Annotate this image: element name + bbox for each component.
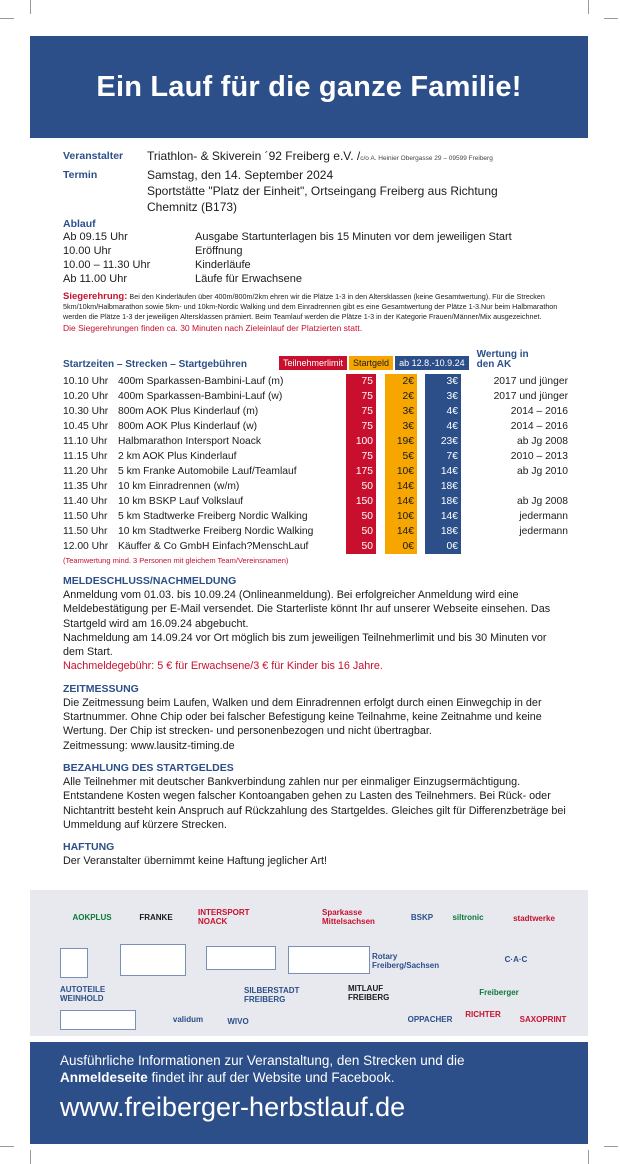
spacer: [417, 524, 425, 539]
spacer: [376, 509, 385, 524]
age-class: 2014 – 2016: [510, 421, 568, 432]
spacer: [376, 479, 385, 494]
start-fee: 5€: [385, 449, 417, 464]
zeitmessung-p1: Die Zeitmessung beim Laufen, Walken und dem Einradrennen erfolgt durch einen Einwegchip in der Startnummer. Ohne Chip oder bei falscher Befestigung keine Teilnahme, keine Zeitnahme und keine Wertung. Der Chip ist strecken- und personenbezogen und nicht übertragbar.: [63, 696, 542, 738]
start-fee: 14€: [385, 494, 417, 509]
age-class: 2017 und jünger: [493, 391, 568, 402]
table-row: [63, 524, 568, 539]
table-row: [63, 419, 568, 434]
page-title: Ein Lauf für die ganze Familie!: [96, 70, 522, 103]
race-name: 2 km AOK Plus Kinderlauf: [118, 451, 237, 462]
haftung-p1: Der Veranstalter übernimmt keine Haftung jeglicher Art!: [63, 855, 328, 868]
late-fee: 18€: [425, 524, 461, 539]
crop-mark: [30, 0, 31, 14]
spacer: [376, 374, 385, 389]
race-name: 800m AOK Plus Kinderlauf (m): [118, 406, 259, 417]
sponsor-logo-sparkasse: Sparkasse Mittelsachsen: [322, 908, 375, 926]
sponsor-logo-icon: [120, 944, 186, 976]
late-fee: 4€: [425, 419, 461, 434]
race-name: Käuffer & Co GmbH Einfach?MenschLauf: [118, 541, 309, 552]
flyer: [30, 18, 588, 1146]
siegerehrung-text: Siegerehrung: Bei den Kinderläufen über 400m/800m/2km ehren wir die Plätze 1-3 in den Altersklassen (keine Gesamtwertung). Für die Strecken 5km/10km/Halbmarathon sowie 5km- und 10km-Nordic Walking und dem Einradrennen gibt es eine Gesamtwertung der Plätze 1-3.Nur beim Halbmarathon werden die Plätze 1-3 der jeweiligen Altersklassen prämiert. Beim Teamlauf werden die Plätze 1-3 in der Kategorie Frauen/Männer/Mix ausgezeichnet.: [63, 291, 558, 321]
ablauf-schedule: [63, 230, 568, 286]
start-fee: 2€: [385, 389, 417, 404]
siegerehrung-label: Siegerehrung:: [63, 291, 128, 302]
start-time: 11.20 Uhr: [63, 466, 108, 477]
header-banner: [30, 36, 588, 138]
sponsor-logo-silberstadt: SILBERSTADT FREIBERG: [244, 986, 300, 1004]
schedule-text: Eröffnung: [195, 245, 243, 257]
sponsor-logo-oppacher: OPPACHER: [407, 1014, 453, 1024]
spacer: [417, 509, 425, 524]
race-name: 5 km Stadtwerke Freiberg Nordic Walking: [118, 511, 308, 522]
sponsor-logo-siltronic: siltronic: [452, 912, 484, 922]
participant-limit: 75: [346, 374, 376, 389]
late-fee: 4€: [425, 404, 461, 419]
age-class: ab Jg 2010: [517, 466, 568, 477]
start-fee: 3€: [385, 404, 417, 419]
race-name: 5 km Franke Automobile Lauf/Teamlauf: [118, 466, 297, 477]
veranstalter-address: c/o A. Heinier Obergasse 29 – 09599 Freiberg: [360, 155, 493, 162]
schedule-time: 10.00 – 11.30 Uhr: [63, 259, 151, 271]
ablauf-title: Ablauf: [63, 218, 96, 230]
termin-line: Sportstätte "Platz der Einheit", Ortseingang Freiberg aus Richtung: [147, 184, 498, 198]
startzeiten-header: [63, 344, 568, 370]
schedule-text: Läufe für Erwachsene: [195, 273, 303, 285]
crop-mark: [0, 18, 14, 19]
table-row: [63, 449, 568, 464]
race-name: 400m Sparkassen-Bambini-Lauf (w): [118, 391, 283, 402]
bezahlung-p1: Alle Teilnehmer mit deutscher Bankverbindung zahlen nur per einmaliger Einzugsermächtigung. Entstandene Kosten wegen falscher Kontoangaben gehen zu Lasten des Teilnehmers. Bei Rück- oder Nichtantritt besteht kein Anspruch auf Rückzahlung des Startgeldes. Gleiches gilt für Differenzbeträge bei Ummeldung auf kürzere Strecken.: [63, 775, 566, 831]
col-ak-title: Wertung in den AK: [476, 349, 529, 370]
schedule-text: Kinderläufe: [195, 259, 251, 271]
sponsor-logo-freiberger: Freiberger: [479, 987, 519, 997]
sponsor-logo-saxoprint: SAXOPRINT: [519, 1014, 567, 1024]
race-name: 10 km BSKP Lauf Volkslauf: [118, 496, 244, 507]
schedule-time: 10.00 Uhr: [63, 245, 112, 257]
age-class: jedermann: [519, 511, 568, 522]
sponsor-logo-cac: C·A·C: [504, 954, 528, 964]
crop-mark: [588, 0, 589, 14]
start-fee: 14€: [385, 479, 417, 494]
schedule-time: Ab 09.15 Uhr: [63, 231, 128, 243]
late-fee: 18€: [425, 494, 461, 509]
age-class: [461, 539, 568, 554]
spacer: [417, 389, 425, 404]
start-fee: 10€: [385, 464, 417, 479]
sponsor-logo-icon: [206, 946, 276, 970]
spacer: [417, 419, 425, 434]
spacer: [376, 524, 385, 539]
table-row: [63, 434, 568, 449]
meldeschluss-title: MELDESCHLUSS/NACHMELDUNG: [63, 575, 237, 587]
spacer: [376, 434, 385, 449]
spacer: [417, 539, 425, 554]
spacer: [376, 449, 385, 464]
table-row: [63, 539, 568, 554]
spacer: [417, 404, 425, 419]
spacer: [376, 494, 385, 509]
table-row: [63, 464, 568, 479]
meldeschluss-p3: Nachmeldegebühr: 5 € für Erwachsene/3 € für Kinder bis 16 Jahre.: [63, 660, 383, 673]
termin-row: [63, 167, 568, 215]
participant-limit: 150: [346, 494, 376, 509]
table-row: [63, 479, 568, 494]
table-row: [63, 404, 568, 419]
participant-limit: 75: [346, 389, 376, 404]
late-fee: 23€: [425, 434, 461, 449]
late-fee: 14€: [425, 464, 461, 479]
spacer: [417, 374, 425, 389]
participant-limit: 75: [346, 419, 376, 434]
anmeldeseite-link[interactable]: Anmeldeseite: [60, 1070, 148, 1085]
spacer: [376, 419, 385, 434]
start-time: 11.50 Uhr: [63, 526, 108, 537]
start-time: 10.45 Uhr: [63, 421, 109, 432]
termin-line: Chemnitz (B173): [147, 200, 238, 214]
start-fee: 3€: [385, 419, 417, 434]
crop-mark: [0, 1146, 14, 1147]
participant-limit: 50: [346, 479, 376, 494]
race-name: 800m AOK Plus Kinderlauf (w): [118, 421, 258, 432]
participant-limit: 75: [346, 404, 376, 419]
sponsor-logo-bskp: BSKP: [410, 912, 434, 922]
crop-mark: [588, 1150, 589, 1164]
age-class: ab Jg 2008: [517, 436, 568, 447]
sponsor-logo-icon: [60, 1010, 136, 1030]
start-time: 11.40 Uhr: [63, 496, 108, 507]
sponsor-logo-icon: [288, 946, 370, 974]
age-class: 2014 – 2016: [510, 406, 568, 417]
table-row: [63, 494, 568, 509]
table-row: [63, 374, 568, 389]
start-time: 10.30 Uhr: [63, 406, 109, 417]
startzeiten-title: Startzeiten – Strecken – Startgebühren: [63, 359, 247, 370]
crop-mark: [30, 1150, 31, 1164]
spacer: [376, 464, 385, 479]
crop-mark: [604, 18, 618, 19]
sponsor-logo-mitlauf: MITLAUF FREIBERG: [348, 984, 390, 1002]
race-name: 10 km Einradrennen (w/m): [118, 481, 240, 492]
col-limit-tag: Teilnehmerlimit: [279, 356, 347, 370]
sponsor-logo-aok: AOKPLUS: [72, 912, 112, 922]
col-fee-tag: Startgeld: [349, 356, 393, 370]
crop-mark: [604, 1146, 618, 1147]
late-fee: 18€: [425, 479, 461, 494]
start-time: 11.10 Uhr: [63, 436, 108, 447]
race-name: Halbmarathon Intersport Noack: [118, 436, 262, 447]
start-fee: 0€: [385, 539, 417, 554]
late-fee: 3€: [425, 389, 461, 404]
sponsor-logo-validum: validum: [172, 1014, 204, 1024]
table-row: [63, 509, 568, 524]
sponsor-logo-richter: RICHTER: [465, 1009, 501, 1019]
start-table: [63, 374, 568, 554]
start-time: 12.00 Uhr: [63, 541, 109, 552]
age-class: 2010 – 2013: [510, 451, 568, 462]
age-class: 2017 und jünger: [493, 376, 568, 387]
spacer: [417, 464, 425, 479]
veranstalter-label: Veranstalter: [63, 150, 124, 162]
participant-limit: 175: [346, 464, 376, 479]
start-time: 11.50 Uhr: [63, 511, 108, 522]
participant-limit: 50: [346, 524, 376, 539]
termin-value: [147, 167, 498, 215]
race-name: 10 km Stadtwerke Freiberg Nordic Walking: [118, 526, 314, 537]
late-fee: 7€: [425, 449, 461, 464]
participant-limit: 50: [346, 539, 376, 554]
start-time: 11.35 Uhr: [63, 481, 108, 492]
sponsor-logo-stadtwerke: stadtwerke: [513, 913, 555, 923]
schedule-time: Ab 11.00 Uhr: [63, 273, 128, 285]
siegerehrung-note: Die Siegerehrungen finden ca. 30 Minuten nach Zieleinlauf der Platzierten statt.: [63, 323, 363, 333]
bezahlung-title: BEZAHLUNG DES STARTGELDES: [63, 761, 234, 774]
start-fee: 2€: [385, 374, 417, 389]
participant-limit: 50: [346, 509, 376, 524]
flyer-content: [63, 148, 568, 868]
termin-label: Termin: [63, 169, 98, 181]
start-fee: 19€: [385, 434, 417, 449]
late-fee: 3€: [425, 374, 461, 389]
termin-line: Samstag, den 14. September 2024: [147, 168, 334, 182]
sponsor-logo-rotary: Rotary Freiberg/Sachsen: [372, 952, 440, 970]
sponsor-logo-intersport: INTERSPORT NOACK: [198, 908, 250, 926]
spacer: [417, 479, 425, 494]
age-class: ab Jg 2008: [517, 496, 568, 507]
spacer: [376, 539, 385, 554]
schedule-text: Ausgabe Startunterlagen bis 15 Minuten vor dem jeweiligen Start: [195, 231, 512, 243]
start-fee: 14€: [385, 524, 417, 539]
footer-info: Ausführliche Informationen zur Veranstaltung, den Strecken und die Anmeldeseite findet ihr auf der Website und Facebook.: [60, 1053, 465, 1085]
meldeschluss-p1: Anmeldung vom 01.03. bis 10.09.24 (Onlineanmeldung). Bei erfolgreicher Anmeldung wird eine Meldebestätigung per E-Mail versendet. Die Starterliste könnt Ihr auf unserer Webseite einsehen. Das Startgeld wird am 16.09.24 abgebucht.: [63, 589, 551, 630]
meldeschluss-p2: Nachmeldung am 14.09.24 vor Ort möglich bis zum jeweiligen Teilnehmerlimit und bis 30 Minuten vor dem Start.: [63, 631, 547, 659]
col-fee2-tag: ab 12.8.-10.9.24: [395, 356, 469, 370]
spacer: [417, 449, 425, 464]
sponsor-logo-autoteile: AUTOTEILE WEINHOLD: [60, 985, 106, 1003]
sponsor-logo-franke: FRANKE: [139, 912, 173, 922]
sponsor-logos: [30, 890, 588, 1036]
spacer: [417, 494, 425, 509]
age-class: [461, 479, 568, 494]
footer-banner: [30, 1042, 588, 1144]
participant-limit: 100: [346, 434, 376, 449]
spacer: [376, 404, 385, 419]
late-fee: 14€: [425, 509, 461, 524]
team-note: (Teamwertung mind. 3 Personen mit gleichem Team/Vereinsnamen): [63, 556, 289, 565]
late-fee: 0€: [425, 539, 461, 554]
spacer: [376, 389, 385, 404]
table-row: [63, 389, 568, 404]
start-time: 10.20 Uhr: [63, 391, 109, 402]
website-link[interactable]: www.freiberger-herbstlauf.de: [60, 1092, 406, 1122]
zeitmessung-link[interactable]: Zeitmessung: www.lausitz-timing.de: [63, 739, 235, 752]
sponsor-logo-icon: [60, 948, 88, 978]
sponsor-logo-wivo: WIVO: [227, 1016, 249, 1026]
participant-limit: 75: [346, 449, 376, 464]
spacer: [417, 434, 425, 449]
start-time: 11.15 Uhr: [63, 451, 108, 462]
age-class: jedermann: [519, 526, 568, 537]
race-name: 400m Sparkassen-Bambini-Lauf (m): [118, 376, 284, 387]
start-fee: 10€: [385, 509, 417, 524]
start-time: 10.10 Uhr: [63, 376, 109, 387]
veranstalter-value: Triathlon- & Skiverein ´92 Freiberg e.V. /c/o A. Heinier Obergasse 29 – 09599 Freiberg: [147, 149, 493, 163]
zeitmessung-title: ZEITMESSUNG: [63, 682, 139, 695]
veranstalter-row: [63, 148, 568, 167]
haftung-title: HAFTUNG: [63, 841, 115, 854]
